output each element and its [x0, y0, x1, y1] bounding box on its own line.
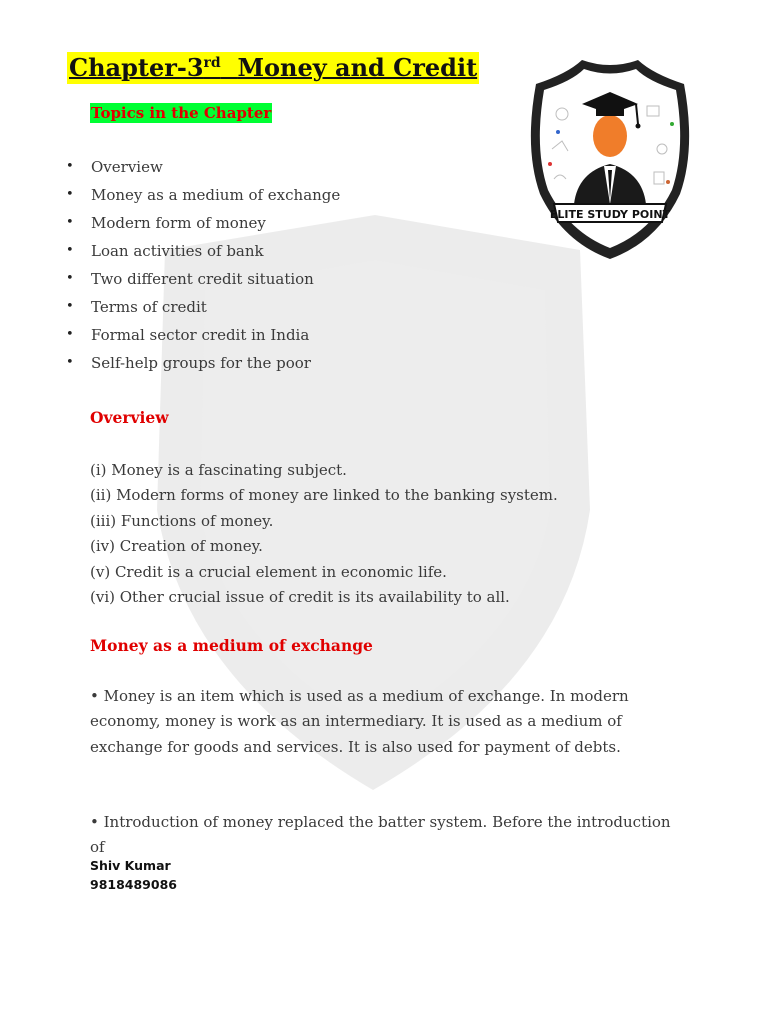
- bullet-icon: •: [66, 355, 74, 370]
- overview-point: (i) Money is a fascinating subject.: [90, 461, 347, 479]
- author-name: Shiv Kumar: [90, 858, 171, 873]
- list-item: • Money as a medium of exchange: [64, 182, 340, 210]
- overview-point: (v) Credit is a crucial element in economic life.: [90, 562, 447, 581]
- overview-heading: Overview: [90, 408, 169, 427]
- list-item: • Two different credit situation: [64, 266, 340, 294]
- overview-point: (iii) Functions of money.: [90, 511, 274, 530]
- bullet-icon: •: [66, 243, 74, 258]
- list-item: • Overview: [64, 154, 340, 182]
- overview-points: [90, 458, 558, 610]
- topics-list: [64, 154, 340, 378]
- bullet-icon: •: [66, 271, 74, 286]
- chapter-title: Chapter-3rd Money and Credit: [69, 53, 478, 82]
- list-item: • Self-help groups for the poor: [64, 350, 340, 378]
- money-exchange-heading: Money as a medium of exchange: [90, 636, 373, 655]
- bullet-icon: •: [66, 159, 74, 174]
- overview-point: (vi) Other crucial issue of credit is its availability to all.: [90, 588, 510, 607]
- list-item: • Modern form of money: [64, 210, 340, 238]
- list-item: • Terms of credit: [64, 294, 340, 322]
- barter-paragraph: • Introduction of money replaced the batter system. Before the introduction of: [90, 813, 671, 857]
- bullet-icon: •: [66, 215, 74, 230]
- bullet-icon: •: [66, 187, 74, 202]
- list-item: • Formal sector credit in India: [64, 322, 340, 350]
- overview-point: (iv) Creation of money.: [90, 537, 263, 556]
- graduate-shield-logo-icon: [522, 54, 698, 264]
- bullet-icon: •: [66, 327, 74, 342]
- author-block: [90, 856, 177, 894]
- overview-point: (ii) Modern forms of money are linked to the banking system.: [90, 486, 558, 505]
- list-item: • Loan activities of bank: [64, 238, 340, 266]
- logo-text: ELITE STUDY POINT: [549, 208, 671, 221]
- bullet-icon: •: [66, 299, 74, 314]
- topics-label: Topics in the Chapter: [91, 104, 272, 122]
- author-phone: 9818489086: [90, 877, 177, 892]
- money-exchange-paragraph: • Money is an item which is used as a medium of exchange. In modern economy, money is work as an intermediary. It is used as a medium of exchange for goods and services. It is also used for payment of debts.: [90, 687, 629, 756]
